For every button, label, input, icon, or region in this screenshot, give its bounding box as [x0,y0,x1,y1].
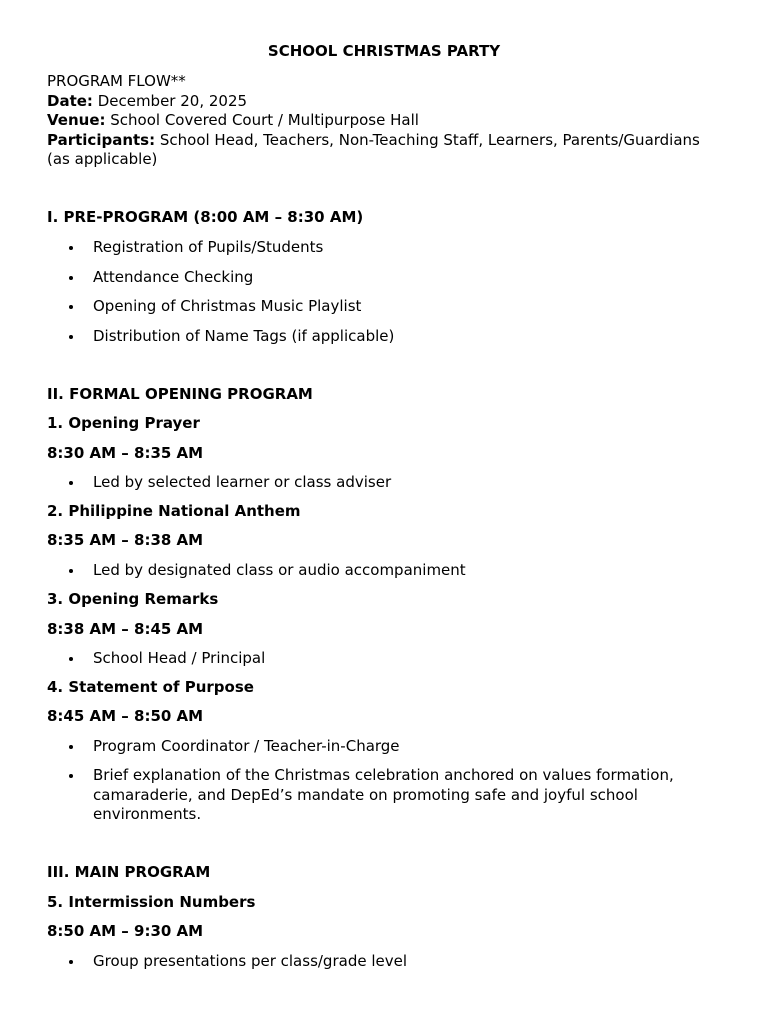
list-item: Led by selected learner or class adviser [93,473,713,493]
list-item: School Head / Principal [93,649,713,669]
date-label: Date: [47,91,93,110]
list-item: Group presentations per class/grade level [93,952,713,972]
venue-value: School Covered Court / Multipurpose Hall [105,111,419,129]
document-title: SCHOOL CHRISTMAS PARTY [267,42,501,60]
section-heading-formal-opening: II. FORMAL OPENING PROGRAM [47,385,313,403]
section-heading-main-program: III. MAIN PROGRAM [47,863,211,881]
date-value: December 20, 2025 [92,91,248,110]
participants-label: Participants: [47,130,156,149]
list-item: Program Coordinator / Teacher-in-Charge [93,737,713,757]
list-item: Distribution of Name Tags (if applicable) [93,327,713,347]
venue-label: Venue: [47,111,106,129]
part-time: 8:38 AM – 8:45 AM [47,620,204,638]
part-title: 2. Philippine National Anthem [47,502,301,520]
participants-value: School Head, Teachers, Non-Teaching Staff, Learners, Parents/Guardians (as applicable) [47,130,700,168]
part-time: 8:50 AM – 9:30 AM [47,922,204,940]
program-flow-label: PROGRAM FLOW** [47,72,186,90]
date-line [47,92,727,112]
venue-line [47,111,727,131]
part-title: 3. Opening Remarks [47,590,219,608]
part-title: 1. Opening Prayer [47,414,200,432]
list-item: Opening of Christmas Music Playlist [93,297,713,317]
list-item: Registration of Pupils/Students [93,238,713,258]
part-title: 4. Statement of Purpose [47,678,254,696]
participants-line [47,131,727,170]
program-info [47,72,727,170]
list-item: Led by designated class or audio accompaniment [93,561,713,581]
section-heading-pre-program: I. PRE-PROGRAM (8:00 AM – 8:30 AM) [47,208,364,226]
part-time: 8:35 AM – 8:38 AM [47,531,204,549]
part-title: 5. Intermission Numbers [47,893,256,911]
list-item: Brief explanation of the Christmas celebration anchored on values formation, camaraderie, and DepEd’s mandate on promoting safe and joyful school environments. [93,766,713,825]
list-item: Attendance Checking [93,268,713,288]
part-time: 8:45 AM – 8:50 AM [47,707,204,725]
part-time: 8:30 AM – 8:35 AM [47,444,204,462]
